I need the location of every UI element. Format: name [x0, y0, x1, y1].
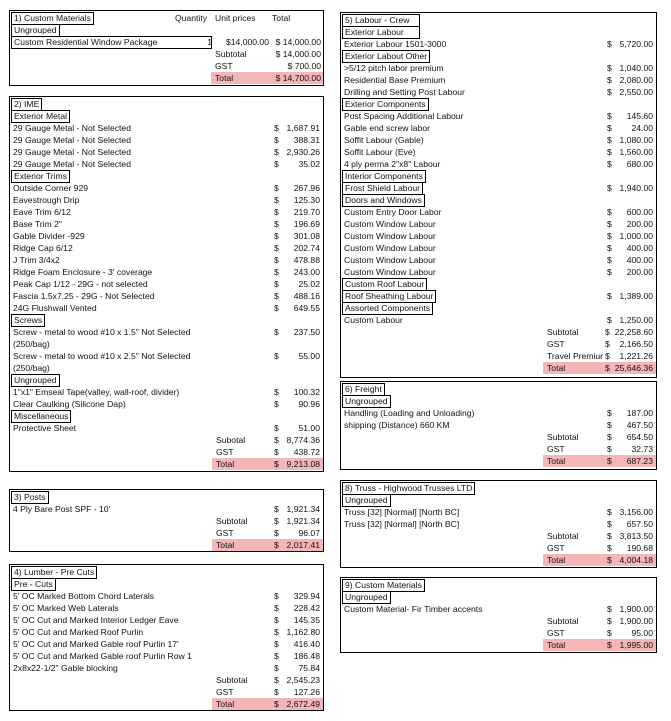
subtotal-label: Subtotal — [547, 531, 579, 541]
currency-sign: $ — [607, 123, 612, 133]
line-item-amount: 1,040.00 — [619, 63, 653, 73]
line-item-amount: 186.48 — [293, 651, 320, 661]
line-item-amount: 467.50 — [626, 420, 653, 430]
currency-sign: $ — [605, 363, 610, 373]
section-title: 3) Posts — [11, 491, 49, 504]
currency-sign: $ — [274, 147, 279, 157]
subtotal-label: Subotal — [216, 435, 246, 445]
currency-sign: $ — [274, 135, 279, 145]
line-item-amount: 329.94 — [293, 591, 320, 601]
line-item-label: Roof Sheathing Labour — [342, 290, 436, 303]
line-item-amount: 600.00 — [626, 207, 653, 217]
section-title: 6) Freight — [342, 383, 385, 396]
currency-sign: $ — [607, 315, 612, 325]
currency-sign: $ — [274, 423, 279, 433]
line-item-label: Ridge Cap 6/12 — [13, 243, 73, 253]
group-label: Ungrouped — [342, 591, 391, 604]
line-item-label: Gable end screw labor — [344, 123, 430, 133]
currency-sign: $ — [274, 327, 279, 337]
line-item-label: Fascia 1.5x7.25 - 29G - Not Selected — [13, 291, 155, 301]
gst-label: GST — [216, 447, 234, 457]
line-item-label: Custom Entry Door Labor — [344, 207, 442, 217]
header-unit-prices: Unit prices — [215, 13, 256, 23]
currency-sign: $ — [274, 123, 279, 133]
line-item-amount: 1,687.91 — [286, 123, 320, 133]
line-item-amount: 200.00 — [626, 219, 653, 229]
currency-sign: $ — [274, 435, 279, 445]
subtotal-label: Subtotal — [216, 516, 248, 526]
gst-value: 190.68 — [626, 543, 653, 553]
currency-sign: $ — [274, 675, 279, 685]
currency-sign: $ — [607, 628, 612, 638]
section-truss — [340, 480, 657, 568]
currency-sign: $ — [607, 111, 612, 121]
line-item-amount: 219.70 — [293, 207, 320, 217]
line-item-label: Custom Window Labour — [344, 219, 436, 229]
line-item-label: Eave Trim 6/12 — [13, 207, 71, 217]
line-item-amount: 488.16 — [293, 291, 320, 301]
subtotal-label: Subtotal — [216, 675, 248, 685]
section-freight — [340, 381, 657, 470]
line-item-amount: 51.00 — [298, 423, 320, 433]
group-label: Miscellaneous — [11, 410, 71, 423]
gst-value: 127.26 — [293, 687, 320, 697]
line-item-amount: 145.60 — [626, 111, 653, 121]
currency-sign: $ — [274, 387, 279, 397]
line-item-amount: 478.88 — [293, 255, 320, 265]
line-item-amount: 1,000.00 — [619, 231, 653, 241]
line-item-label: Soffit Labour (Eve) — [344, 147, 416, 157]
currency-sign: $ — [274, 243, 279, 253]
line-item-label: 4 Ply Bare Post SPF - 10' — [13, 504, 111, 514]
group-label: Pre - Cuts — [11, 578, 56, 591]
line-item-label: >5/12 pitch labor premium — [344, 63, 444, 73]
line-item-amount: 200.00 — [626, 267, 653, 277]
total-label: Total — [215, 73, 234, 83]
group-label: Ungrouped — [342, 395, 391, 408]
section-lumber-pre-cuts — [9, 564, 324, 711]
group-label: Assorted Components — [342, 302, 433, 315]
gst-value: $ 700.00 — [287, 61, 321, 71]
currency-sign: $ — [274, 504, 279, 514]
currency-sign: $ — [274, 540, 279, 550]
line-item-label: Clear Caulking (Silicone Dap) — [13, 399, 126, 409]
line-item-label: Custom Labour — [344, 315, 403, 325]
line-item-label: Custom Window Labour — [344, 231, 436, 241]
line-item-amount: 187.00 — [626, 408, 653, 418]
line-item-amount: 25.02 — [298, 279, 320, 289]
subtotal-value: 22,258.60 — [614, 327, 653, 337]
line-item-amount: 75.84 — [298, 663, 320, 673]
line-item-label: 5' OC Cut and Marked Roof Purlin — [13, 627, 144, 637]
group-label: Exterior Trims — [11, 170, 70, 183]
currency-sign: $ — [274, 219, 279, 229]
line-item-amount: 1,921.34 — [286, 504, 320, 514]
subtotal-label: Subtotal — [215, 49, 247, 59]
currency-sign: $ — [274, 459, 279, 469]
currency-sign: $ — [607, 543, 612, 553]
line-item-amount: 1,389.00 — [619, 291, 653, 301]
line-item-amount: 400.00 — [626, 255, 653, 265]
group-label: Ungrouped — [11, 374, 60, 387]
total-value: 687.23 — [626, 456, 653, 466]
section-title: 8) Truss - Highwood Trusses LTD — [342, 482, 475, 495]
subtotal-value: $ 14,000.00 — [275, 49, 321, 59]
currency-sign: $ — [605, 327, 610, 337]
section-labour-crew — [340, 12, 657, 378]
subtotal-value: 654.50 — [626, 432, 653, 442]
line-item-label: 5' OC Cut and Marked Gable roof Purlin Row 1 — [13, 651, 192, 661]
gst-label: GST — [547, 628, 565, 638]
currency-sign: $ — [274, 267, 279, 277]
group-label: Interior Components — [342, 170, 426, 183]
subtotal-value: 3,813.50 — [619, 531, 653, 541]
line-item-label: 29 Gauge Metal - Not Selected — [13, 147, 131, 157]
gst-label: GST — [547, 444, 565, 454]
total-value: 4,004.18 — [619, 555, 653, 565]
currency-sign: $ — [607, 63, 612, 73]
group-label: Screws — [11, 314, 45, 327]
total-label: Total — [547, 555, 566, 565]
currency-sign: $ — [274, 183, 279, 193]
total-value: $ 14,700.00 — [275, 73, 321, 83]
line-item-amount: 243.00 — [293, 267, 320, 277]
line-item-label-continued: (250/bag) — [13, 339, 50, 349]
subtotal-value: 1,900.00 — [619, 616, 653, 626]
line-item-amount: 237.50 — [293, 327, 320, 337]
line-item-amount: 657.50 — [626, 519, 653, 529]
subtotal-value: 1,921.34 — [286, 516, 320, 526]
currency-sign: $ — [605, 351, 610, 361]
group-label: Ungrouped — [342, 494, 391, 507]
line-item-amount: 2,930.26 — [286, 147, 320, 157]
line-item-amount: 24.00 — [631, 123, 653, 133]
subtotal-label: Subtotal — [547, 327, 579, 337]
section-title: 4) Lumber - Pre Cuts — [11, 566, 97, 579]
line-item-label: Custom Window Labour — [344, 255, 436, 265]
line-item-amount: 388.31 — [293, 135, 320, 145]
section-title: 2) IME — [11, 98, 42, 111]
line-item-amount: 3,156.00 — [619, 507, 653, 517]
currency-sign: $ — [607, 408, 612, 418]
line-item-label: Truss [32] [Normal] [North BC] — [344, 519, 460, 529]
currency-sign: $ — [274, 639, 279, 649]
line-item-label: Custom Residential Window Package — [11, 36, 212, 49]
currency-sign: $ — [607, 267, 612, 277]
currency-sign: $ — [274, 663, 279, 673]
line-item-amount: 1,560.00 — [619, 147, 653, 157]
currency-sign: $ — [274, 195, 279, 205]
line-item-label: Screw - metal to wood #10 x 1.5" Not Selected — [13, 327, 191, 337]
line-item-label: Handling (Loading and Unloading) — [344, 408, 475, 418]
section-posts — [9, 489, 324, 552]
subtotal-value: 8,774.36 — [286, 435, 320, 445]
gst-value: 96.07 — [298, 528, 320, 538]
line-item-amount: 1,162.80 — [286, 627, 320, 637]
gst-value: 95.00 — [631, 628, 653, 638]
total-value: 9,213.08 — [286, 459, 320, 469]
line-item-amount: 400.00 — [626, 243, 653, 253]
travel-premium-label: Travel Premiur — [547, 351, 604, 361]
group-label: Exterior Metal — [11, 110, 70, 123]
line-item-label: 24G Flushwall Vented — [13, 303, 97, 313]
subtotal-value: 2,545.23 — [286, 675, 320, 685]
currency-sign: $ — [607, 519, 612, 529]
line-item-label: 29 Gauge Metal - Not Selected — [13, 135, 131, 145]
currency-sign: $ — [274, 516, 279, 526]
line-item-amount: 1,080.00 — [619, 135, 653, 145]
line-item-label: Eavestrough Drip — [13, 195, 80, 205]
line-item-label: Peak Cap 1/12 - 29G - not selected — [13, 279, 148, 289]
currency-sign: $ — [607, 207, 612, 217]
currency-sign: $ — [274, 447, 279, 457]
currency-sign: $ — [607, 531, 612, 541]
group-label: Exterior Labout Other — [342, 50, 430, 63]
currency-sign: $ — [274, 627, 279, 637]
line-item-label: Gable Divider -929 — [13, 231, 85, 241]
line-item-amount: 1,940.00 — [619, 183, 653, 193]
section-custom-materials — [9, 10, 324, 86]
header-total: Total — [272, 13, 291, 23]
currency-sign: $ — [607, 604, 612, 614]
section-title: 5) Labour - Crew — [342, 14, 420, 27]
section-ime — [9, 96, 324, 472]
line-item-label-continued: (250/bag) — [13, 363, 50, 373]
total-value: 1,995.00 — [619, 640, 653, 650]
line-item-amount: 301.08 — [293, 231, 320, 241]
total-label: Total — [547, 640, 566, 650]
line-item-label: 2x8x22-1/2" Gable blocking — [13, 663, 118, 673]
gst-value: 2,166.50 — [619, 339, 653, 349]
gst-label: GST — [547, 339, 565, 349]
currency-sign: $ — [607, 255, 612, 265]
currency-sign: $ — [607, 555, 612, 565]
currency-sign: $ — [607, 231, 612, 241]
line-item-label: 5' OC Cut and Marked Interior Ledger Eave — [13, 615, 179, 625]
currency-sign: $ — [607, 39, 612, 49]
total-label: Total — [216, 540, 235, 550]
gst-label: GST — [216, 687, 234, 697]
gst-value: 32.73 — [631, 444, 653, 454]
line-item-amount: 5,720.00 — [619, 39, 653, 49]
currency-sign: $ — [274, 207, 279, 217]
currency-sign: $ — [274, 303, 279, 313]
line-item-label: Custom Material- Fir Timber accents — [344, 604, 483, 614]
currency-sign: $ — [607, 507, 612, 517]
currency-sign: $ — [607, 456, 612, 466]
line-item-unit-price: $14,000.00 — [225, 37, 269, 47]
currency-sign: $ — [274, 399, 279, 409]
currency-sign: $ — [607, 75, 612, 85]
line-item-amount: 228.42 — [293, 603, 320, 613]
line-item-amount: 1,250.00 — [619, 315, 653, 325]
currency-sign: $ — [607, 243, 612, 253]
line-item-label: Outside Corner 929 — [13, 183, 88, 193]
line-item-label: Base Trim 2" — [13, 219, 62, 229]
currency-sign: $ — [607, 159, 612, 169]
line-item-total: $ 14,000.00 — [275, 37, 321, 47]
currency-sign: $ — [607, 420, 612, 430]
gst-label: GST — [215, 61, 233, 71]
line-item-label: shipping (Distance) 660 KM — [344, 420, 450, 430]
currency-sign: $ — [607, 147, 612, 157]
line-item-amount: 196.69 — [293, 219, 320, 229]
total-value: 25,646.36 — [614, 363, 653, 373]
total-label: Total — [216, 699, 235, 709]
line-item-amount: 35.02 — [298, 159, 320, 169]
currency-sign: $ — [607, 616, 612, 626]
line-item-amount: 202.74 — [293, 243, 320, 253]
line-item-amount: 267.96 — [293, 183, 320, 193]
currency-sign: $ — [274, 699, 279, 709]
section-title: 1) Custom Materials — [11, 12, 94, 25]
currency-sign: $ — [274, 651, 279, 661]
line-item-label: Post Spacing Additional Labour — [344, 111, 464, 121]
line-item-label: Residential Base Premium — [344, 75, 446, 85]
line-item-amount: 416.40 — [293, 639, 320, 649]
group-label: Exterior Labour — [342, 26, 420, 39]
line-item-label: Protective Sheet — [13, 423, 77, 433]
currency-sign: $ — [605, 339, 610, 349]
line-item-label: Screw - metal to wood #10 x 2.5" Not Selected — [13, 351, 191, 361]
currency-sign: $ — [274, 231, 279, 241]
line-item-label: 29 Gauge Metal - Not Selected — [13, 159, 131, 169]
currency-sign: $ — [607, 291, 612, 301]
group-label: Doors and Windows — [342, 194, 425, 207]
total-value: 2,017.41 — [286, 540, 320, 550]
currency-sign: $ — [607, 444, 612, 454]
section-title: 9) Custom Materials — [342, 579, 425, 592]
line-item-amount: 145.35 — [293, 615, 320, 625]
line-item-quantity: 1 — [207, 37, 212, 47]
line-item-amount: 100.32 — [293, 387, 320, 397]
currency-sign: $ — [274, 255, 279, 265]
line-item-label: Truss [32] [Normal] [North BC] — [344, 507, 460, 517]
currency-sign: $ — [274, 291, 279, 301]
line-item-label: Soffit Labour (Gable) — [344, 135, 424, 145]
gst-label: GST — [547, 543, 565, 553]
gst-value: 438.72 — [293, 447, 320, 457]
line-item-amount: 2,080.00 — [619, 75, 653, 85]
travel-premium-value: 1,221.26 — [619, 351, 653, 361]
line-item-label: Custom Window Labour — [344, 267, 436, 277]
subtotal-label: Subtotal — [547, 616, 579, 626]
currency-sign: $ — [607, 183, 612, 193]
line-item-amount: 2,550.00 — [619, 87, 653, 97]
currency-sign: $ — [607, 640, 612, 650]
header-quantity: Quantity — [175, 13, 208, 23]
line-item-label: Drilling and Setting Post Labour — [344, 87, 465, 97]
subtotal-label: Subtotal — [547, 432, 579, 442]
line-item-label: Exterior Labour 1501-3000 — [344, 39, 447, 49]
currency-sign: $ — [274, 615, 279, 625]
currency-sign: $ — [274, 687, 279, 697]
currency-sign: $ — [274, 603, 279, 613]
line-item-label: Frost Shield Labour — [342, 182, 423, 195]
line-item-label: Custom Window Labour — [344, 243, 436, 253]
currency-sign: $ — [274, 528, 279, 538]
group-label: Exterior Components — [342, 98, 429, 111]
line-item-label: 1"x1" Emseal Tape(valley, wall-roof, divider) — [13, 387, 180, 397]
line-item-label: 5' OC Marked Bottom Chord Laterals — [13, 591, 155, 601]
total-label: Total — [547, 363, 566, 373]
line-item-label: Ridge Foam Enclosure - 3' coverage — [13, 267, 153, 277]
group-label: Custom Roof Labour — [342, 278, 427, 291]
total-label: Total — [547, 456, 566, 466]
line-item-label: J Trim 3/4x2 — [13, 255, 60, 265]
line-item-label: 4 ply perma 2"x8" Labour — [344, 159, 441, 169]
line-item-amount: 90.96 — [298, 399, 320, 409]
currency-sign: $ — [607, 87, 612, 97]
line-item-amount: 680.00 — [626, 159, 653, 169]
currency-sign: $ — [274, 351, 279, 361]
group-label: Ungrouped — [11, 24, 60, 37]
currency-sign: $ — [274, 279, 279, 289]
currency-sign: $ — [274, 591, 279, 601]
line-item-amount: 649.55 — [293, 303, 320, 313]
currency-sign: $ — [607, 432, 612, 442]
currency-sign: $ — [274, 159, 279, 169]
currency-sign: $ — [607, 219, 612, 229]
line-item-label: 29 Gauge Metal - Not Selected — [13, 123, 131, 133]
gst-label: GST — [216, 528, 234, 538]
section-custom-materials-2 — [340, 577, 657, 653]
total-label: Total — [216, 459, 235, 469]
currency-sign: $ — [607, 135, 612, 145]
line-item-amount: 1,900.00 — [619, 604, 653, 614]
line-item-label: 5' OC Marked Web Laterals — [13, 603, 119, 613]
line-item-label: 5' OC Cut and Marked Gable roof Purlin 17' — [13, 639, 179, 649]
line-item-amount: 125.30 — [293, 195, 320, 205]
total-value: 2,672.49 — [286, 699, 320, 709]
line-item-amount: 55.00 — [298, 351, 320, 361]
